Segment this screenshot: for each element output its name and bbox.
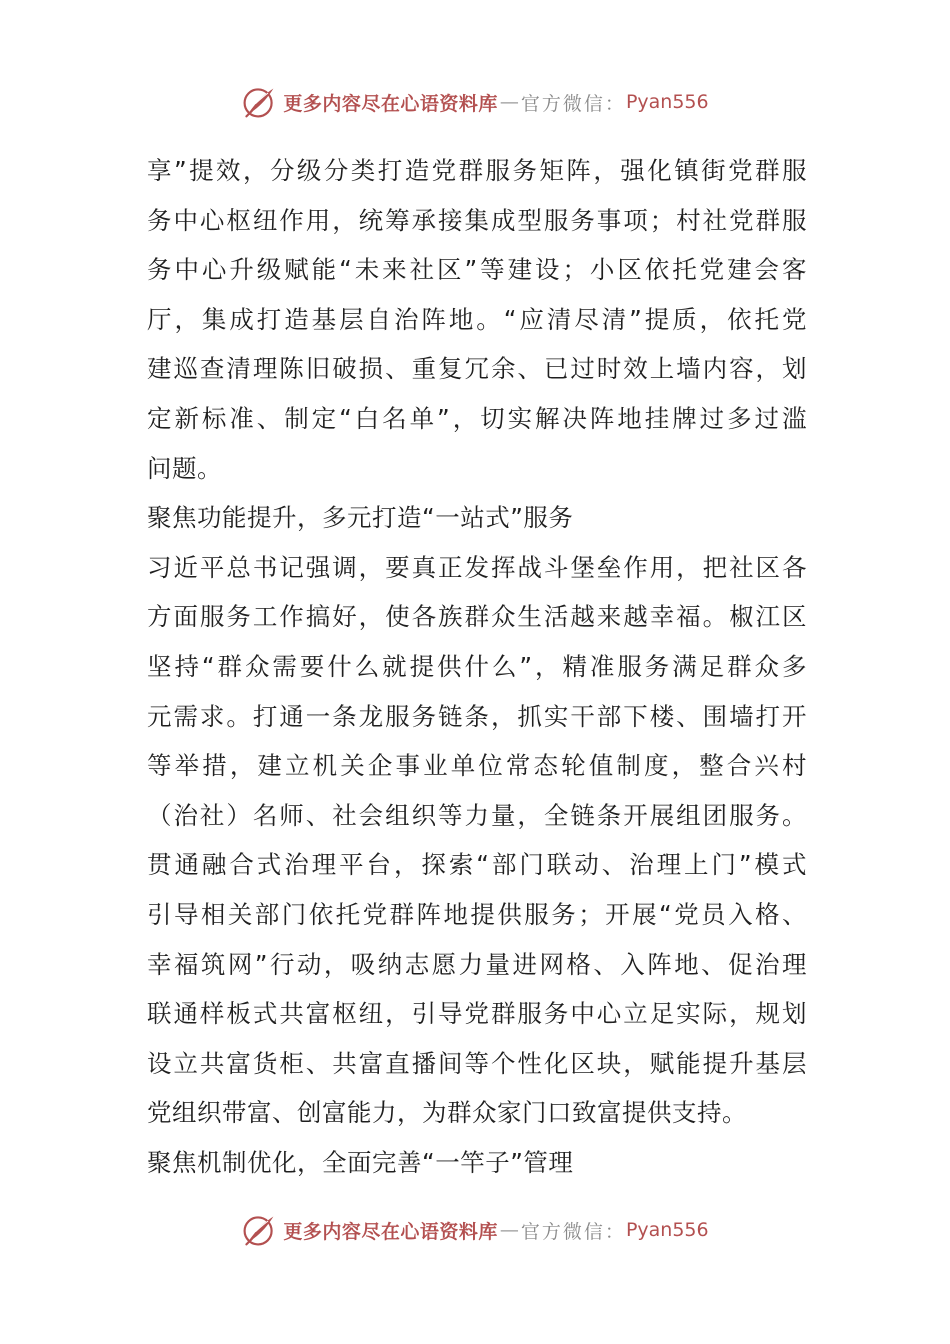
paragraph-line: 享”提效，分级分类打造党群服务矩阵，强化镇街党群服 [147,156,807,185]
quill-pen-logo-icon [241,1212,277,1248]
document-body [147,146,807,1187]
paragraph-line: 等举措，建立机关企事业单位常态轮值制度，整合兴村 [147,751,807,781]
paragraph-line: （治社）名师、社会组织等力量，全链条开展组团服务。 [147,800,807,830]
paragraph-line: 问题。 [147,453,222,483]
banner-contact-id: Pyan556 [625,91,709,113]
banner-dash: — [499,1219,519,1241]
banner-contact-label: 官方微信： [520,1220,626,1243]
banner-dash: — [499,91,519,113]
banner-contact-id: Pyan556 [625,1219,709,1241]
banner-contact-label: 官方微信： [520,92,626,115]
paragraph-line: 建巡查清理陈旧破损、重复冗余、已过时效上墙内容，划 [147,354,807,384]
banner-brand-text: 更多内容尽在心语资料库 [283,92,498,115]
paragraph-line: 引导相关部门依托党群阵地提供服务；开展“党员入格、 [147,899,807,929]
bottom-watermark-banner [0,1210,950,1250]
section-heading: 聚焦机制优化，全面完善“一竿子”管理 [147,1147,574,1177]
paragraph-line: 厅，集成打造基层自治阵地。“应清尽清”提质，依托党 [147,304,807,334]
paragraph-line: 务中心枢纽作用，统筹承接集成型服务事项；村社党群服 [147,205,807,235]
paragraph-line: 元需求。打通一条龙服务链条，抓实干部下楼、围墙打开 [147,701,807,731]
section-heading: 聚焦功能提升，多元打造“一站式”服务 [147,503,574,533]
paragraph-line: 幸福筑网”行动，吸纳志愿力量进网格、入阵地、促治理 [147,949,807,979]
paragraph-line: 联通样板式共富枢纽，引导党群服务中心立足实际，规划 [147,999,807,1029]
paragraph-line: 设立共富货柜、共富直播间等个性化区块，赋能提升基层 [147,1048,807,1078]
paragraph-line: 务中心升级赋能“未来社区”等建设；小区依托党建会客 [147,255,807,285]
paragraph-line: 定新标准、制定“白名单”，切实解决阵地挂牌过多过滥 [147,403,807,433]
quill-pen-logo-icon [241,84,277,120]
top-watermark-banner [0,82,950,122]
paragraph-line: 方面服务工作搞好，使各族群众生活越来越幸福。椒江区 [147,602,807,632]
paragraph-line: 贯通融合式治理平台，探索“部门联动、治理上门”模式 [147,850,807,880]
paragraph-line: 坚持“群众需要什么就提供什么”，精准服务满足群众多 [147,651,807,681]
paragraph-line: 习近平总书记强调，要真正发挥战斗堡垒作用，把社区各 [147,552,807,582]
paragraph-line: 党组织带富、创富能力，为群众家门口致富提供支持。 [147,1098,747,1128]
banner-brand-text: 更多内容尽在心语资料库 [283,1220,498,1243]
